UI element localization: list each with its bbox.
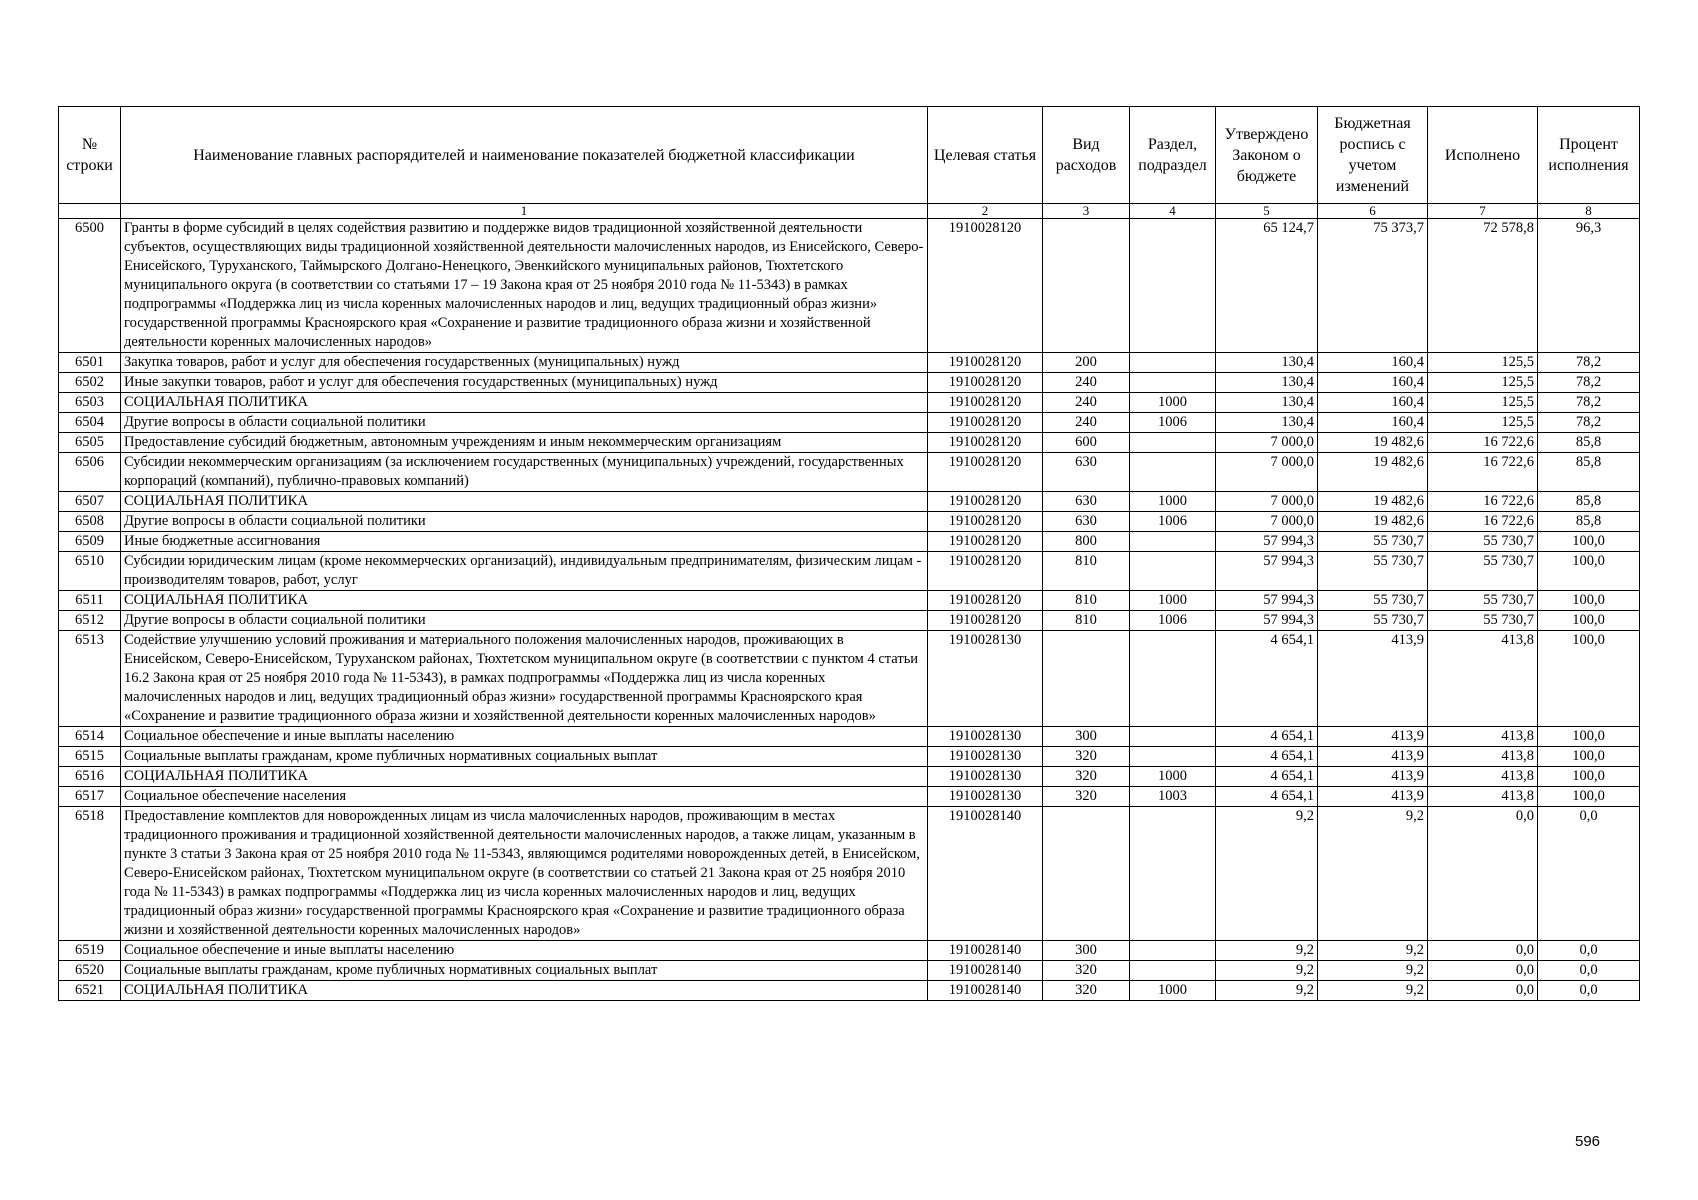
target-article: 1910028140 bbox=[928, 807, 1043, 941]
row-number: 6521 bbox=[59, 981, 121, 1001]
row-name: Социальное обеспечение и иные выплаты населению bbox=[121, 727, 928, 747]
executed-amount: 55 730,7 bbox=[1428, 611, 1538, 631]
execution-percent: 0,0 bbox=[1538, 941, 1640, 961]
execution-percent: 100,0 bbox=[1538, 631, 1640, 727]
column-number: 4 bbox=[1130, 204, 1216, 219]
approved-amount: 7 000,0 bbox=[1216, 492, 1318, 512]
schedule-amount: 19 482,6 bbox=[1318, 453, 1428, 492]
execution-percent: 100,0 bbox=[1538, 591, 1640, 611]
target-article: 1910028140 bbox=[928, 961, 1043, 981]
expense-type: 800 bbox=[1043, 532, 1130, 552]
schedule-amount: 9,2 bbox=[1318, 807, 1428, 941]
column-number: 2 bbox=[928, 204, 1043, 219]
table-row bbox=[59, 492, 1640, 512]
expense-type: 240 bbox=[1043, 413, 1130, 433]
table-row bbox=[59, 611, 1640, 631]
column-number: 6 bbox=[1318, 204, 1428, 219]
column-number: 8 bbox=[1538, 204, 1640, 219]
row-number: 6507 bbox=[59, 492, 121, 512]
schedule-amount: 9,2 bbox=[1318, 981, 1428, 1001]
executed-amount: 55 730,7 bbox=[1428, 552, 1538, 591]
section-code: 1006 bbox=[1130, 413, 1216, 433]
row-name: Другие вопросы в области социальной политики bbox=[121, 413, 928, 433]
target-article: 1910028120 bbox=[928, 373, 1043, 393]
row-name: Иные бюджетные ассигнования bbox=[121, 532, 928, 552]
executed-amount: 413,8 bbox=[1428, 727, 1538, 747]
row-name: Закупка товаров, работ и услуг для обеспечения государственных (муниципальных) нужд bbox=[121, 353, 928, 373]
schedule-amount: 413,9 bbox=[1318, 631, 1428, 727]
row-number: 6515 bbox=[59, 747, 121, 767]
execution-percent: 78,2 bbox=[1538, 393, 1640, 413]
expense-type: 630 bbox=[1043, 453, 1130, 492]
execution-percent: 78,2 bbox=[1538, 413, 1640, 433]
executed-amount: 413,8 bbox=[1428, 787, 1538, 807]
expense-type: 320 bbox=[1043, 981, 1130, 1001]
target-article: 1910028140 bbox=[928, 981, 1043, 1001]
row-number: 6512 bbox=[59, 611, 121, 631]
table-row bbox=[59, 591, 1640, 611]
expense-type: 630 bbox=[1043, 512, 1130, 532]
execution-percent: 100,0 bbox=[1538, 727, 1640, 747]
section-code bbox=[1130, 961, 1216, 981]
schedule-amount: 55 730,7 bbox=[1318, 591, 1428, 611]
section-code bbox=[1130, 453, 1216, 492]
row-name: Другие вопросы в области социальной политики bbox=[121, 512, 928, 532]
header-percent: Процент исполнения bbox=[1538, 107, 1640, 204]
section-code: 1006 bbox=[1130, 512, 1216, 532]
approved-amount: 130,4 bbox=[1216, 373, 1318, 393]
execution-percent: 85,8 bbox=[1538, 492, 1640, 512]
row-number: 6514 bbox=[59, 727, 121, 747]
header-name: Наименование главных распорядителей и наименование показателей бюджетной классификации bbox=[121, 107, 928, 204]
row-name: Гранты в форме субсидий в целях содействия развитию и поддержке видов традиционной хозяйственной деятельности субъектов, осуществляющих виды традиционной хозяйственной деятельности малочисленных народов, из Енисейского, Северо-Енисейского, Туруханского, Таймырского Долгано-Ненецкого, Эвенкийского муниципальных районов, Тюхтетского муниципального округа (в соответствии со статьями 17 – 19 Закона края от 25 ноября 2010 года № 11-5343) в рамках подпрограммы «Поддержка лиц из числа коренных малочисленных народов и лиц, ведущих традиционный образ жизни» государственной программы Красноярского края «Сохранение и развитие традиционного образа жизни и хозяйственной деятельности коренных малочисленных народов» bbox=[121, 219, 928, 353]
approved-amount: 57 994,3 bbox=[1216, 611, 1318, 631]
column-number: 3 bbox=[1043, 204, 1130, 219]
executed-amount: 413,8 bbox=[1428, 767, 1538, 787]
row-number: 6502 bbox=[59, 373, 121, 393]
table-row bbox=[59, 353, 1640, 373]
section-code bbox=[1130, 373, 1216, 393]
header-exp-type: Вид расходов bbox=[1043, 107, 1130, 204]
target-article: 1910028130 bbox=[928, 747, 1043, 767]
schedule-amount: 160,4 bbox=[1318, 413, 1428, 433]
section-code bbox=[1130, 941, 1216, 961]
target-article: 1910028130 bbox=[928, 787, 1043, 807]
row-name: СОЦИАЛЬНАЯ ПОЛИТИКА bbox=[121, 492, 928, 512]
execution-percent: 100,0 bbox=[1538, 767, 1640, 787]
row-number: 6511 bbox=[59, 591, 121, 611]
row-number: 6500 bbox=[59, 219, 121, 353]
section-code bbox=[1130, 219, 1216, 353]
table-row bbox=[59, 727, 1640, 747]
row-number: 6505 bbox=[59, 433, 121, 453]
table-row bbox=[59, 512, 1640, 532]
executed-amount: 55 730,7 bbox=[1428, 591, 1538, 611]
section-code bbox=[1130, 353, 1216, 373]
expense-type: 600 bbox=[1043, 433, 1130, 453]
expense-type: 320 bbox=[1043, 961, 1130, 981]
schedule-amount: 413,9 bbox=[1318, 787, 1428, 807]
execution-percent: 78,2 bbox=[1538, 373, 1640, 393]
approved-amount: 4 654,1 bbox=[1216, 631, 1318, 727]
execution-percent: 100,0 bbox=[1538, 611, 1640, 631]
executed-amount: 0,0 bbox=[1428, 807, 1538, 941]
target-article: 1910028120 bbox=[928, 611, 1043, 631]
execution-percent: 85,8 bbox=[1538, 512, 1640, 532]
row-number: 6513 bbox=[59, 631, 121, 727]
executed-amount: 125,5 bbox=[1428, 353, 1538, 373]
approved-amount: 65 124,7 bbox=[1216, 219, 1318, 353]
executed-amount: 413,8 bbox=[1428, 631, 1538, 727]
executed-amount: 16 722,6 bbox=[1428, 492, 1538, 512]
row-number: 6503 bbox=[59, 393, 121, 413]
schedule-amount: 55 730,7 bbox=[1318, 532, 1428, 552]
column-number: 5 bbox=[1216, 204, 1318, 219]
expense-type: 320 bbox=[1043, 747, 1130, 767]
approved-amount: 57 994,3 bbox=[1216, 591, 1318, 611]
approved-amount: 7 000,0 bbox=[1216, 512, 1318, 532]
section-code: 1003 bbox=[1130, 787, 1216, 807]
row-name: СОЦИАЛЬНАЯ ПОЛИТИКА bbox=[121, 767, 928, 787]
approved-amount: 4 654,1 bbox=[1216, 727, 1318, 747]
executed-amount: 413,8 bbox=[1428, 747, 1538, 767]
execution-percent: 85,8 bbox=[1538, 433, 1640, 453]
executed-amount: 16 722,6 bbox=[1428, 433, 1538, 453]
expense-type: 810 bbox=[1043, 552, 1130, 591]
expense-type bbox=[1043, 631, 1130, 727]
expense-type: 320 bbox=[1043, 767, 1130, 787]
row-name: Содействие улучшению условий проживания и материального положения малочисленных народов, проживающих в Енисейском, Северо-Енисейском, Туруханском районах, Тюхтетском муниципальном округе (в соответствии с пунктом 4 статьи 16.2 Закона края от 25 ноября 2010 года № 11-5343), в рамках подпрограммы «Поддержка лиц из числа коренных малочисленных народов и лиц, ведущих традиционный образ жизни» государственной программы Красноярского края «Сохранение и развитие традиционного образа жизни и хозяйственной деятельности коренных малочисленных народов» bbox=[121, 631, 928, 727]
table-row bbox=[59, 981, 1640, 1001]
approved-amount: 4 654,1 bbox=[1216, 747, 1318, 767]
row-name: Социальное обеспечение населения bbox=[121, 787, 928, 807]
schedule-amount: 19 482,6 bbox=[1318, 512, 1428, 532]
row-number: 6508 bbox=[59, 512, 121, 532]
section-code: 1000 bbox=[1130, 492, 1216, 512]
schedule-amount: 19 482,6 bbox=[1318, 433, 1428, 453]
table-row bbox=[59, 787, 1640, 807]
section-code bbox=[1130, 747, 1216, 767]
expense-type: 630 bbox=[1043, 492, 1130, 512]
schedule-amount: 160,4 bbox=[1318, 393, 1428, 413]
target-article: 1910028120 bbox=[928, 591, 1043, 611]
executed-amount: 125,5 bbox=[1428, 413, 1538, 433]
expense-type: 810 bbox=[1043, 591, 1130, 611]
budget-table-sheet bbox=[58, 106, 1640, 1001]
schedule-amount: 9,2 bbox=[1318, 961, 1428, 981]
table-row bbox=[59, 453, 1640, 492]
section-code: 1000 bbox=[1130, 591, 1216, 611]
expense-type: 320 bbox=[1043, 787, 1130, 807]
target-article: 1910028140 bbox=[928, 941, 1043, 961]
execution-percent: 85,8 bbox=[1538, 453, 1640, 492]
execution-percent: 0,0 bbox=[1538, 807, 1640, 941]
schedule-amount: 55 730,7 bbox=[1318, 552, 1428, 591]
schedule-amount: 75 373,7 bbox=[1318, 219, 1428, 353]
table-row bbox=[59, 961, 1640, 981]
execution-percent: 96,3 bbox=[1538, 219, 1640, 353]
target-article: 1910028120 bbox=[928, 393, 1043, 413]
execution-percent: 100,0 bbox=[1538, 787, 1640, 807]
row-number: 6519 bbox=[59, 941, 121, 961]
execution-percent: 100,0 bbox=[1538, 552, 1640, 591]
executed-amount: 55 730,7 bbox=[1428, 532, 1538, 552]
target-article: 1910028120 bbox=[928, 512, 1043, 532]
table-row bbox=[59, 393, 1640, 413]
expense-type: 810 bbox=[1043, 611, 1130, 631]
executed-amount: 125,5 bbox=[1428, 373, 1538, 393]
section-code bbox=[1130, 532, 1216, 552]
section-code: 1000 bbox=[1130, 767, 1216, 787]
row-name: Субсидии некоммерческим организациям (за исключением государственных (муниципальных) учреждений, государственных корпораций (компаний), публично-правовых компаний) bbox=[121, 453, 928, 492]
row-number: 6517 bbox=[59, 787, 121, 807]
section-code bbox=[1130, 727, 1216, 747]
execution-percent: 78,2 bbox=[1538, 353, 1640, 373]
expense-type: 240 bbox=[1043, 393, 1130, 413]
row-name: СОЦИАЛЬНАЯ ПОЛИТИКА bbox=[121, 393, 928, 413]
approved-amount: 57 994,3 bbox=[1216, 552, 1318, 591]
row-number: 6518 bbox=[59, 807, 121, 941]
executed-amount: 0,0 bbox=[1428, 941, 1538, 961]
schedule-amount: 413,9 bbox=[1318, 727, 1428, 747]
target-article: 1910028120 bbox=[928, 552, 1043, 591]
table-row bbox=[59, 219, 1640, 353]
expense-type bbox=[1043, 807, 1130, 941]
expense-type bbox=[1043, 219, 1130, 353]
section-code bbox=[1130, 433, 1216, 453]
approved-amount: 9,2 bbox=[1216, 961, 1318, 981]
table-row bbox=[59, 807, 1640, 941]
executed-amount: 0,0 bbox=[1428, 961, 1538, 981]
row-name: Другие вопросы в области социальной политики bbox=[121, 611, 928, 631]
row-number: 6501 bbox=[59, 353, 121, 373]
schedule-amount: 160,4 bbox=[1318, 353, 1428, 373]
column-number: 7 bbox=[1428, 204, 1538, 219]
table-row bbox=[59, 552, 1640, 591]
section-code bbox=[1130, 552, 1216, 591]
table-row bbox=[59, 767, 1640, 787]
table-row bbox=[59, 373, 1640, 393]
execution-percent: 100,0 bbox=[1538, 747, 1640, 767]
target-article: 1910028120 bbox=[928, 492, 1043, 512]
approved-amount: 4 654,1 bbox=[1216, 767, 1318, 787]
target-article: 1910028130 bbox=[928, 727, 1043, 747]
row-name: Предоставление субсидий бюджетным, автономным учреждениям и иным некоммерческим организациям bbox=[121, 433, 928, 453]
target-article: 1910028130 bbox=[928, 631, 1043, 727]
executed-amount: 72 578,8 bbox=[1428, 219, 1538, 353]
table-row bbox=[59, 433, 1640, 453]
approved-amount: 130,4 bbox=[1216, 413, 1318, 433]
execution-percent: 100,0 bbox=[1538, 532, 1640, 552]
row-name: Социальные выплаты гражданам, кроме публичных нормативных социальных выплат bbox=[121, 747, 928, 767]
executed-amount: 0,0 bbox=[1428, 981, 1538, 1001]
row-number: 6506 bbox=[59, 453, 121, 492]
table-row bbox=[59, 532, 1640, 552]
target-article: 1910028120 bbox=[928, 219, 1043, 353]
approved-amount: 9,2 bbox=[1216, 941, 1318, 961]
section-code: 1000 bbox=[1130, 981, 1216, 1001]
column-number-row bbox=[59, 204, 1640, 219]
row-number: 6510 bbox=[59, 552, 121, 591]
header-section: Раздел, подраздел bbox=[1130, 107, 1216, 204]
approved-amount: 130,4 bbox=[1216, 353, 1318, 373]
target-article: 1910028120 bbox=[928, 532, 1043, 552]
table-row bbox=[59, 941, 1640, 961]
page-number: 596 bbox=[1575, 1133, 1601, 1150]
executed-amount: 16 722,6 bbox=[1428, 453, 1538, 492]
approved-amount: 7 000,0 bbox=[1216, 453, 1318, 492]
expense-type: 300 bbox=[1043, 941, 1130, 961]
header-approved: Утверждено Законом о бюджете bbox=[1216, 107, 1318, 204]
section-code: 1006 bbox=[1130, 611, 1216, 631]
row-name: Субсидии юридическим лицам (кроме некоммерческих организаций), индивидуальным предпринимателям, физическим лицам - производителям товаров, работ, услуг bbox=[121, 552, 928, 591]
column-number: 1 bbox=[121, 204, 928, 219]
execution-percent: 0,0 bbox=[1538, 961, 1640, 981]
approved-amount: 9,2 bbox=[1216, 981, 1318, 1001]
approved-amount: 9,2 bbox=[1216, 807, 1318, 941]
schedule-amount: 160,4 bbox=[1318, 373, 1428, 393]
schedule-amount: 55 730,7 bbox=[1318, 611, 1428, 631]
row-name: СОЦИАЛЬНАЯ ПОЛИТИКА bbox=[121, 981, 928, 1001]
row-name: Иные закупки товаров, работ и услуг для обеспечения государственных (муниципальных) нужд bbox=[121, 373, 928, 393]
row-number: 6509 bbox=[59, 532, 121, 552]
execution-percent: 0,0 bbox=[1538, 981, 1640, 1001]
schedule-amount: 413,9 bbox=[1318, 767, 1428, 787]
section-code: 1000 bbox=[1130, 393, 1216, 413]
schedule-amount: 413,9 bbox=[1318, 747, 1428, 767]
column-number bbox=[59, 204, 121, 219]
target-article: 1910028120 bbox=[928, 433, 1043, 453]
header-row-no: № строки bbox=[59, 107, 121, 204]
expense-type: 200 bbox=[1043, 353, 1130, 373]
approved-amount: 57 994,3 bbox=[1216, 532, 1318, 552]
header-row bbox=[59, 107, 1640, 204]
executed-amount: 16 722,6 bbox=[1428, 512, 1538, 532]
row-number: 6516 bbox=[59, 767, 121, 787]
row-number: 6520 bbox=[59, 961, 121, 981]
row-name: СОЦИАЛЬНАЯ ПОЛИТИКА bbox=[121, 591, 928, 611]
schedule-amount: 19 482,6 bbox=[1318, 492, 1428, 512]
row-name: Социальные выплаты гражданам, кроме публичных нормативных социальных выплат bbox=[121, 961, 928, 981]
row-number: 6504 bbox=[59, 413, 121, 433]
target-article: 1910028120 bbox=[928, 353, 1043, 373]
section-code bbox=[1130, 807, 1216, 941]
target-article: 1910028130 bbox=[928, 767, 1043, 787]
table-row bbox=[59, 631, 1640, 727]
row-name: Социальное обеспечение и иные выплаты населению bbox=[121, 941, 928, 961]
table-row bbox=[59, 413, 1640, 433]
budget-table bbox=[58, 106, 1640, 1001]
approved-amount: 7 000,0 bbox=[1216, 433, 1318, 453]
table-row bbox=[59, 747, 1640, 767]
executed-amount: 125,5 bbox=[1428, 393, 1538, 413]
section-code bbox=[1130, 631, 1216, 727]
header-executed: Исполнено bbox=[1428, 107, 1538, 204]
approved-amount: 130,4 bbox=[1216, 393, 1318, 413]
approved-amount: 4 654,1 bbox=[1216, 787, 1318, 807]
target-article: 1910028120 bbox=[928, 453, 1043, 492]
expense-type: 300 bbox=[1043, 727, 1130, 747]
schedule-amount: 9,2 bbox=[1318, 941, 1428, 961]
header-target: Целевая статья bbox=[928, 107, 1043, 204]
row-name: Предоставление комплектов для новорожденных лицам из числа малочисленных народов, проживающим в местах традиционного проживания и традиционной хозяйственной деятельности малочисленных народов, а также лицам, указанным в пункте 3 статьи 3 Закона края от 25 ноября 2010 года № 11-5343, являющимся родителями новорожденных детей, в Енисейском, Северо-Енисейском районах, Тюхтетском муниципальном округе (в соответствии со статьей 21 Закона края от 25 ноября 2010 года № 11-5343) в рамках подпрограммы «Поддержка лиц из числа коренных малочисленных народов и лиц, ведущих традиционный образ жизни» государственной программы Красноярского края «Сохранение и развитие традиционного образа жизни и хозяйственной деятельности коренных малочисленных народов» bbox=[121, 807, 928, 941]
expense-type: 240 bbox=[1043, 373, 1130, 393]
header-schedule: Бюджетная роспись с учетом изменений bbox=[1318, 107, 1428, 204]
target-article: 1910028120 bbox=[928, 413, 1043, 433]
